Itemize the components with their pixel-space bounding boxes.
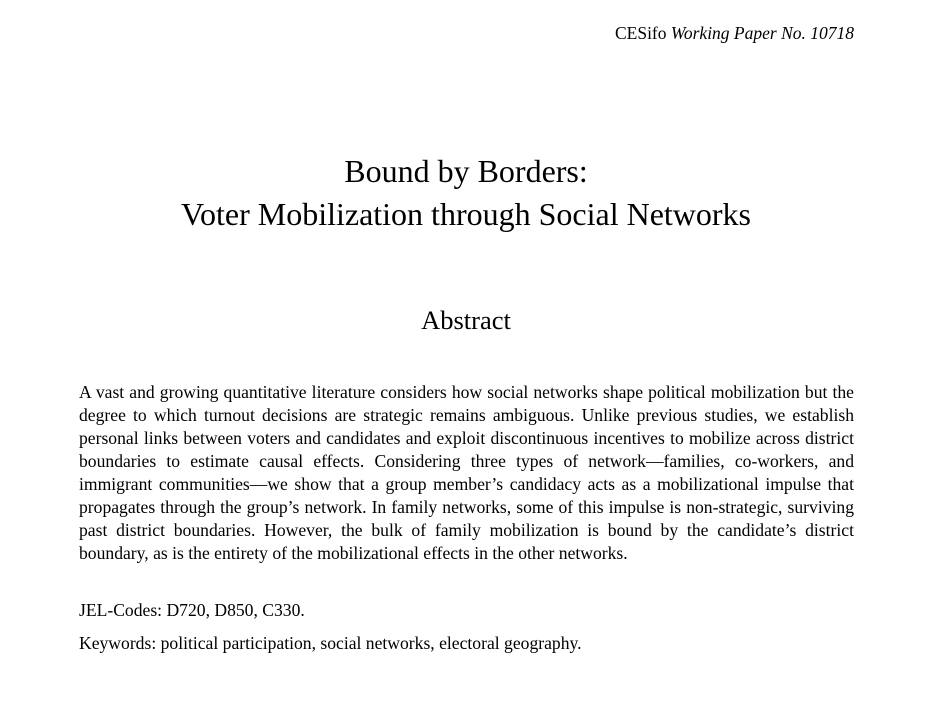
series-name: CESifo: [614, 23, 667, 43]
jel-codes: JEL-Codes: D720, D850, C330.: [79, 600, 305, 620]
paper-title: [0, 150, 932, 236]
keywords: Keywords: political participation, social networks, electoral geography.: [79, 633, 582, 653]
abstract-heading: Abstract: [421, 305, 511, 335]
title-line-2: Voter Mobilization through Social Networks: [181, 196, 751, 232]
title-line-1: Bound by Borders:: [344, 153, 588, 189]
paper-number: Working Paper No. 10718: [670, 23, 854, 43]
abstract-text: A vast and growing quantitative literature considers how social networks shape political mobilization but the degree to which turnout decisions are strategic remains ambiguous. Unlike previous studies, we establish personal links between voters and candidates and exploit discontinuous incentives to mobilize across district boundaries to estimate causal effects. Considering three types of network—families, co-workers, and immigrant communities—we show that a group member’s candidacy acts as a mobilizational impulse that propagates through the group’s network. In family networks, some of this impulse is non-strategic, surviving past district boundaries. However, the bulk of family mobilization is bound by the candidate’s district boundary, as is the entirety of the mobilizational effects in the other networks.: [79, 382, 854, 563]
working-paper-header: [615, 21, 854, 45]
